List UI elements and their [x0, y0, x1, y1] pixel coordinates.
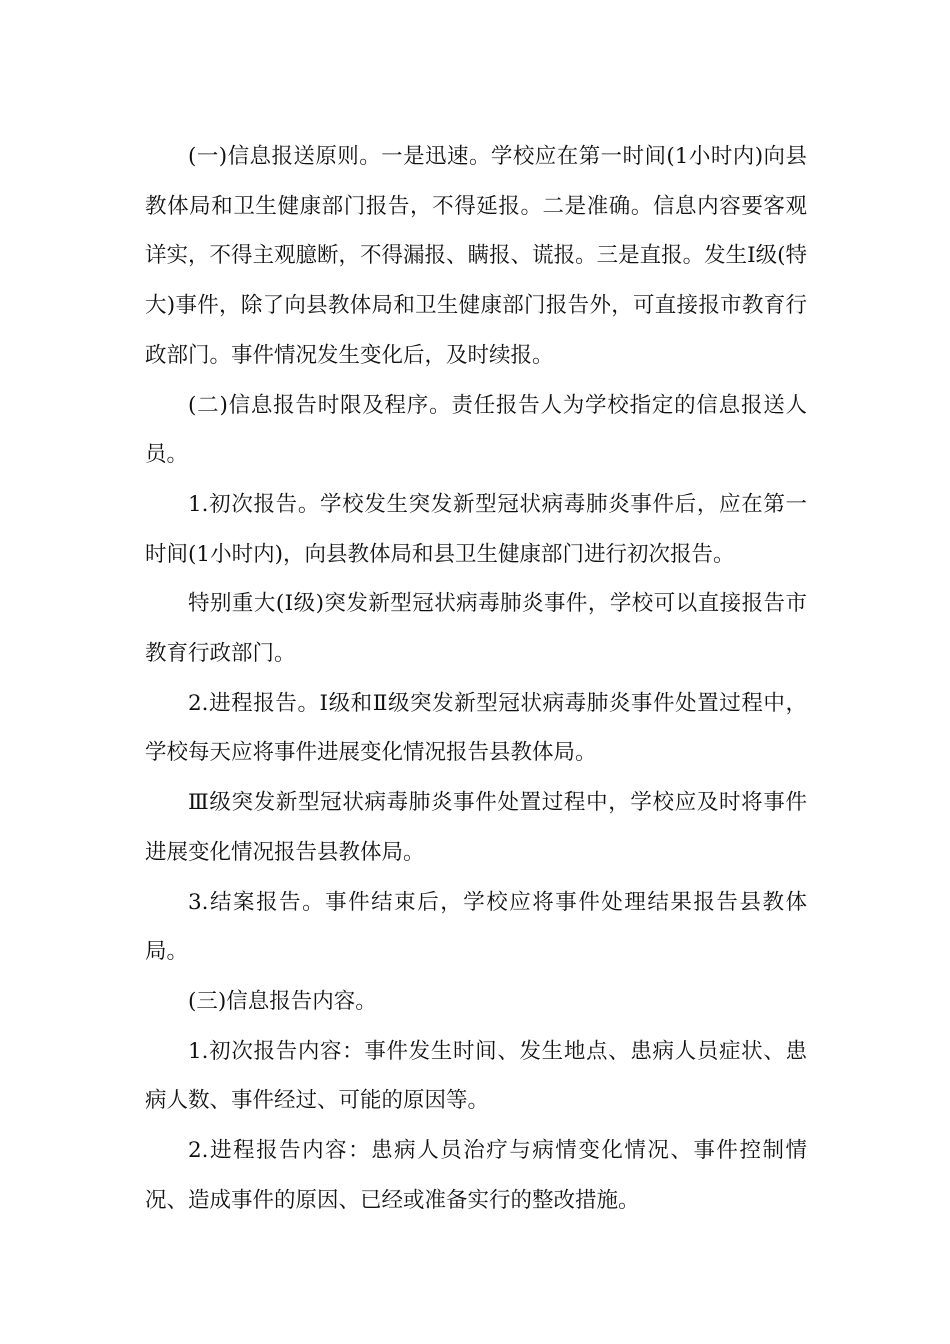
paragraph-progress-report-content: 2.进程报告内容：患病人员治疗与病情变化情况、事件控制情况、造成事件的原因、已经或准备实行的整改措施。: [145, 1138, 807, 1213]
paragraph-progress-report: 2.进程报告。Ⅰ级和Ⅱ级突发新型冠状病毒肺炎事件处置过程中，学校每天应将事件进展变化情况报告县教体局。: [145, 690, 807, 766]
document-body: [145, 132, 807, 1225]
paragraph-reporting-time-limits: (二)信息报告时限及程序。责任报告人为学校指定的信息报送人员。: [145, 392, 807, 468]
paragraph-initial-report-content: 1.初次报告内容：事件发生时间、发生地点、患病人员症状、患病人数、事件经过、可能的原因等。: [145, 1038, 807, 1114]
paragraph-initial-report: 1.初次报告。学校发生突发新型冠状病毒肺炎事件后，应在第一时间(1小时内)，向县教体局和县卫生健康部门进行初次报告。: [145, 491, 807, 567]
paragraph-report-content-heading: (三)信息报告内容。: [188, 988, 377, 1014]
paragraph-closing-report: 3.结案报告。事件结束后，学校应将事件处理结果报告县教体局。: [145, 889, 807, 965]
paragraph-level-one-report: 特别重大(Ⅰ级)突发新型冠状病毒肺炎事件，学校可以直接报告市教育行政部门。: [145, 591, 807, 667]
paragraph-reporting-principles: (一)信息报送原则。一是迅速。学校应在第一时间(1小时内)向县教体局和卫生健康部门报告，不得延报。二是准确。信息内容要客观详实，不得主观臆断，不得漏报、瞒报、谎报。三是直报。发生Ⅰ级(特大)事件，除了向县教体局和卫生健康部门报告外，可直接报市教育行政部门。事件情况发生变化后，及时续报。: [145, 144, 807, 368]
paragraph-level-three-report: Ⅲ级突发新型冠状病毒肺炎事件处置过程中，学校应及时将事件进展变化情况报告县教体局。: [145, 790, 807, 865]
